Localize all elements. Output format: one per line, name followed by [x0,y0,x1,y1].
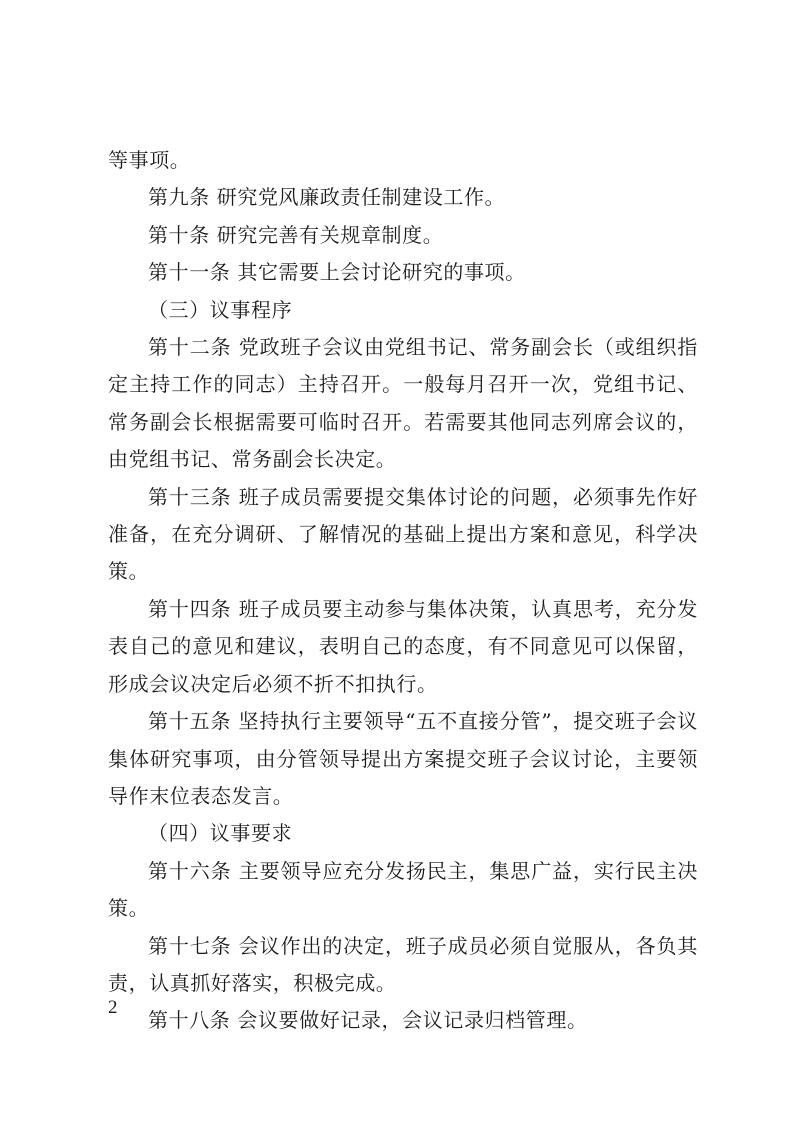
article-14: 第十四条 班子成员要主动参与集体决策，认真思考，充分发表自己的意见和建议，表明自己的态度，有不同意见可以保留，形成会议决定后必须不折不扣执行。 [108,596,698,696]
section-heading-requirements: （四）议事要求 [148,821,293,846]
document-body [108,142,698,1040]
section-heading-procedure: （三）议事程序 [148,297,293,322]
article-18: 第十八条 会议要做好记录，会议记录归档管理。 [148,1008,588,1033]
article-9: 第九条 研究党风廉政责任制建设工作。 [148,185,506,210]
article-16: 第十六条 主要领导应充分发扬民主，集思广益，实行民主决策。 [108,858,698,921]
article-15: 第十五条 坚持执行主要领导“五不直接分管”，提交班子会议集体研究事项，由分管领导提出方案提交班子会议讨论，主要领导作末位表态发言。 [108,709,698,808]
article-13: 第十三条 班子成员需要提交集体讨论的问题，必须事先作好准备，在充分调研、了解情况的基础上提出方案和意见，科学决策。 [108,484,698,584]
article-12: 第十二条 党政班子会议由党组书记、常务副会长（或组织指定主持工作的同志）主持召开。一般每月召开一次，党组书记、常务副会长根据需要可临时召开。若需要其他同志列席会议的，由党组书记、常务副会长决定。 [108,335,698,472]
article-17: 第十七条 会议作出的决定，班子成员必须自觉服从，各负其责，认真抓好落实，积极完成。 [108,933,698,995]
article-10: 第十条 研究完善有关规章制度。 [148,222,444,247]
paragraph-continuation: 等事项。 [108,148,191,172]
article-11: 第十一条 其它需要上会讨论研究的事项。 [148,260,526,285]
page-number: 2 [108,997,118,1018]
